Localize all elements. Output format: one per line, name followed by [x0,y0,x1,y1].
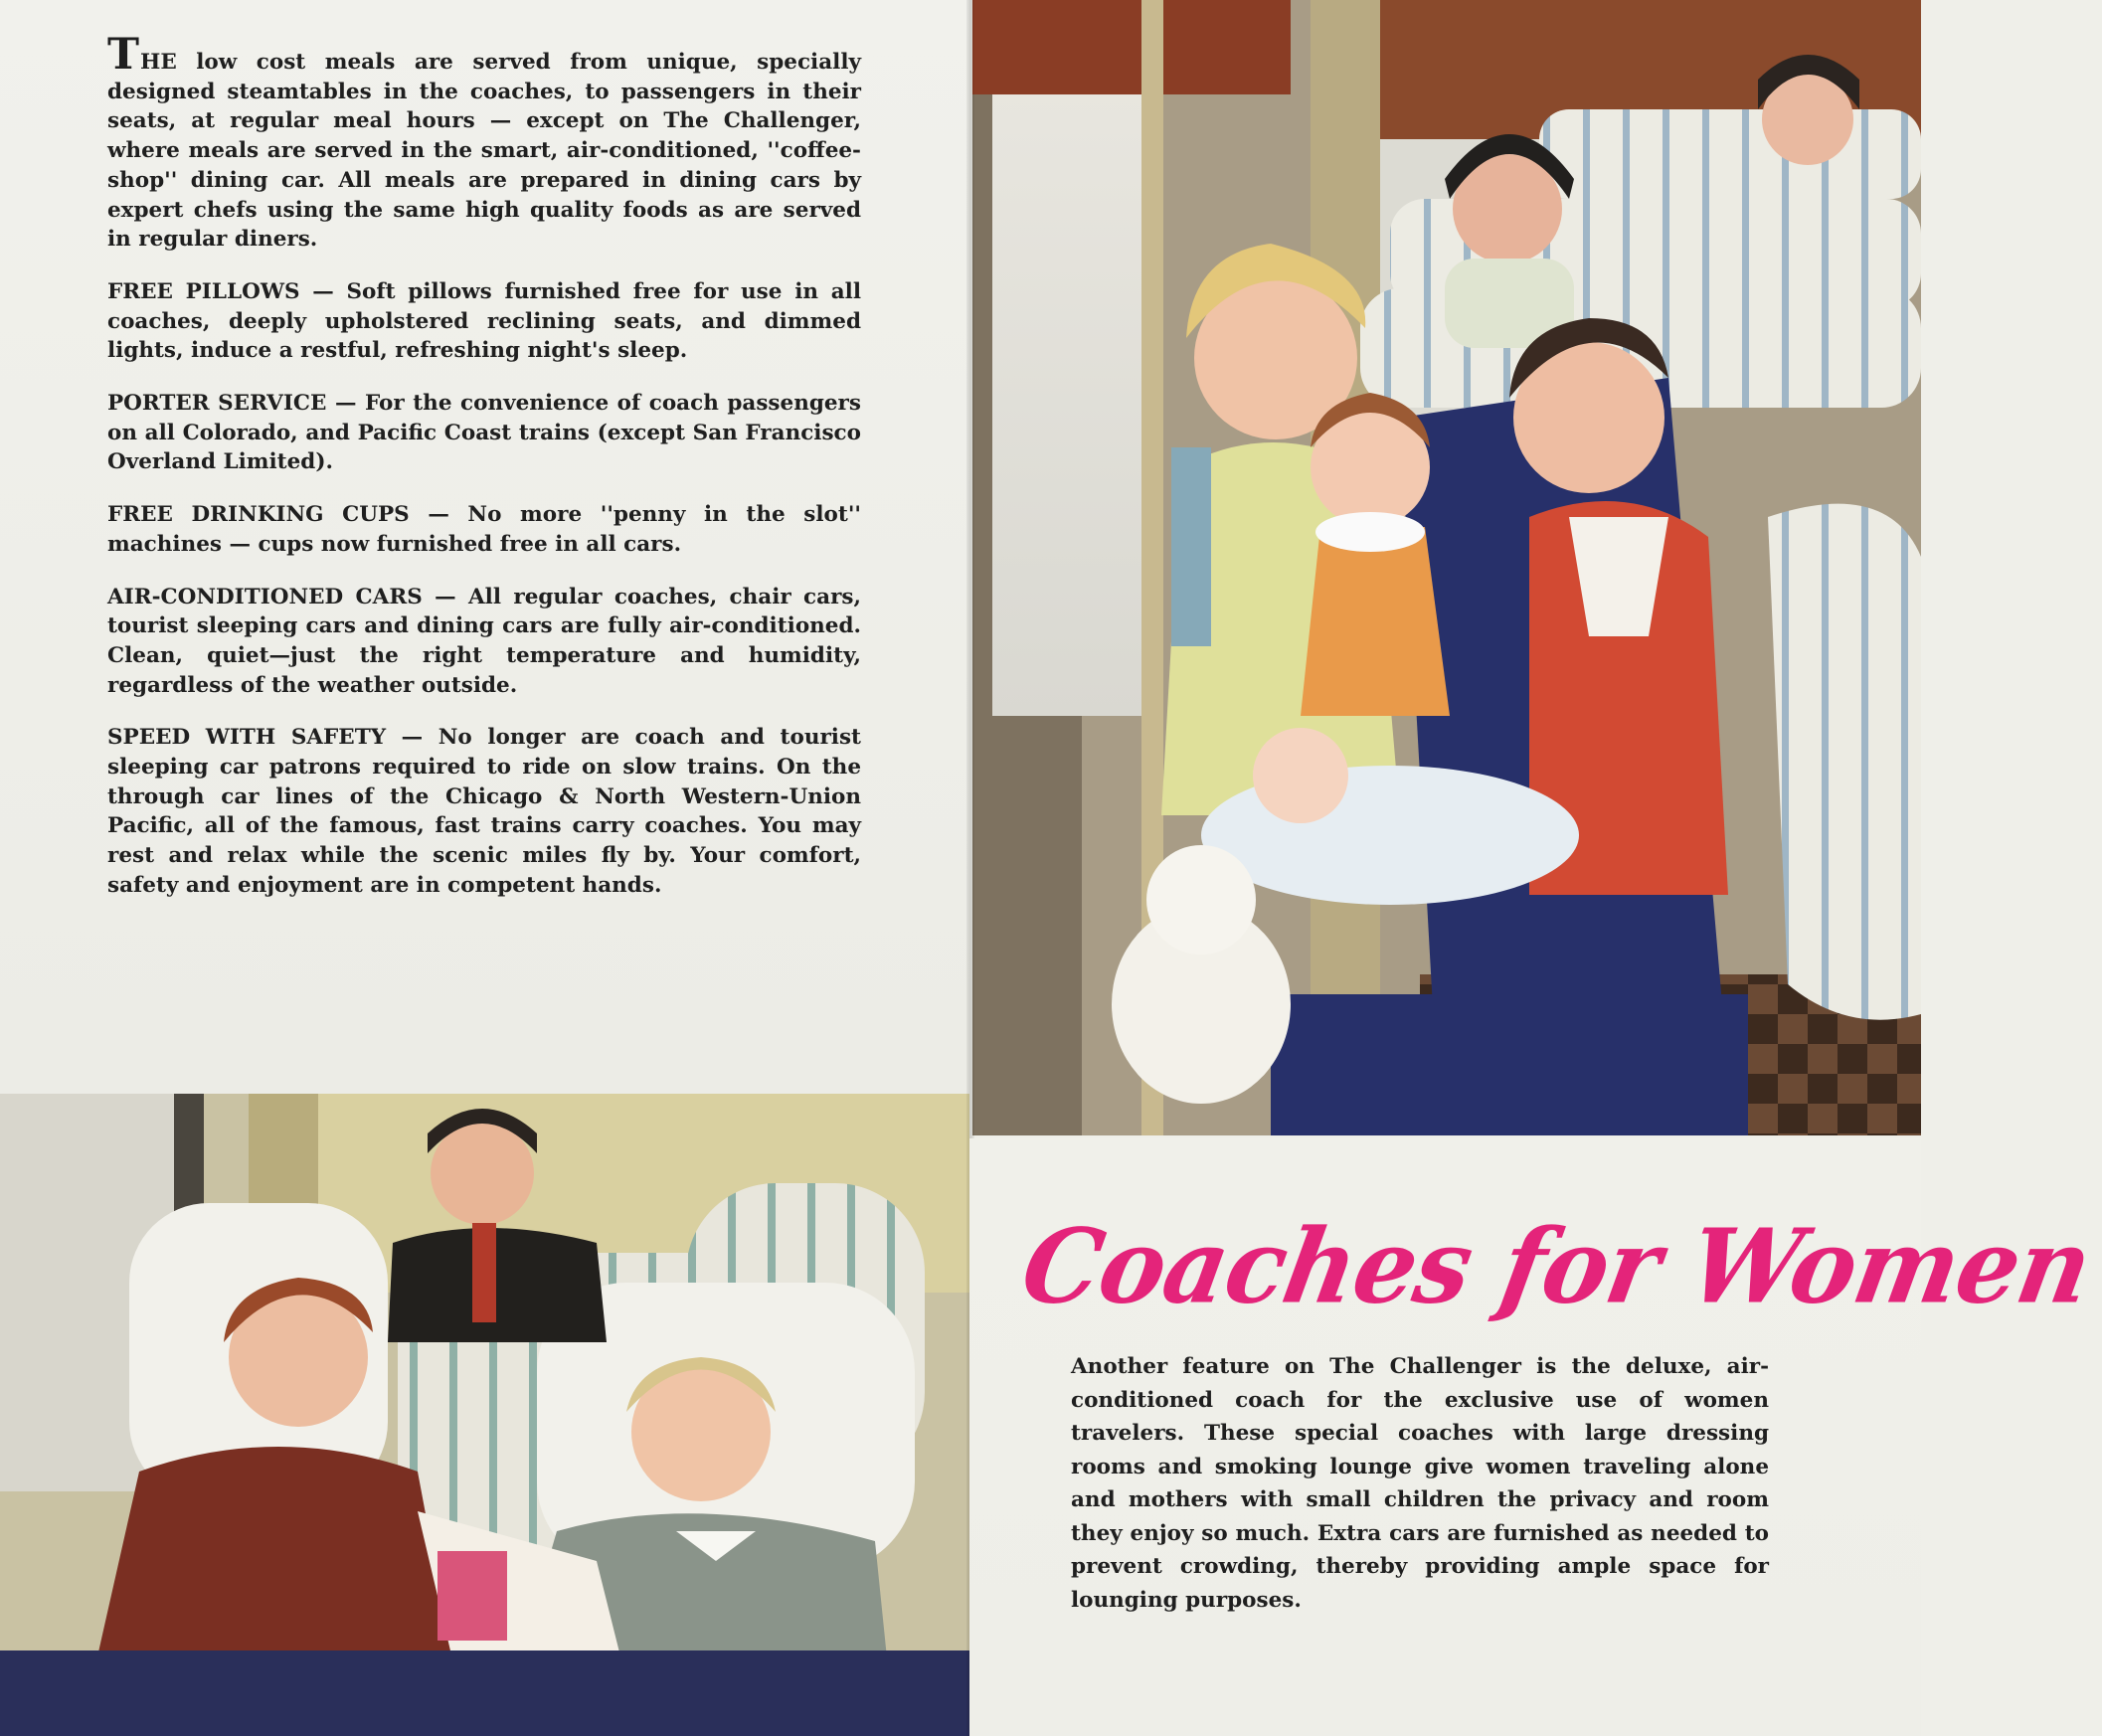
section-text: — No more ''penny in the slot'' machines — cups now furnished free in all cars. [107,502,861,557]
left-text-panel [0,0,969,1094]
section-air-conditioned-cars [107,583,861,701]
section-heading: FREE DRINKING CUPS [107,502,410,528]
section-free-pillows [107,277,861,366]
section-heading: SPEED WITH SAFETY [107,725,387,751]
section-porter-service [107,389,861,477]
section-speed-with-safety [107,723,861,900]
section-heading: PORTER SERVICE [107,391,327,417]
section-heading: AIR-CONDITIONED CARS [107,584,423,609]
headline-coaches-for-women: Coaches for Women [1013,1207,2100,1327]
intro-paragraph [107,30,861,255]
section-heading: FREE PILLOWS [107,278,300,304]
feature-body-copy: Another feature on The Challenger is the deluxe, air-conditioned coach for the exclusive use of women travelers. These special coaches with large dressing rooms and smoking lounge give women traveling alone and mothers with small children the privacy and room they enjoy so much. Extra cars are furnished as needed to prevent crowding, thereby providing ample space for lounging purposes. [1071,1354,1769,1613]
section-free-drinking-cups [107,500,861,559]
coach-relaxing-illustration [0,1094,969,1736]
left-body-copy [107,30,861,924]
section-text: — No longer are coach and tourist sleeping car patrons required to ride on slow trains. On the through car lines of the Chicago & North Western-Union Pacific, all of the famous, fast trains carry coaches. You may rest and relax while the scenic miles fly by. Your comfort, safety and enjoyment are in competent hands. [107,725,861,898]
coach-relaxing-photo [0,1094,969,1736]
section-text: — For the convenience of coach passengers on all Colorado, and Pacific Coast trains (except San Francisco Overland Limited). [107,391,861,475]
section-text: — Soft pillows furnished free for use in all coaches, deeply upholstered reclining seats, and dimmed lights, induce a restful, refreshing night's sleep. [107,278,861,364]
section-text: — All regular coaches, chair cars, tourist sleeping cars and dining cars are fully air-conditioned. Clean, quiet—just the right temperature and humidity, regardless of the weather outside. [107,584,861,698]
coach-family-photo [972,0,1921,1135]
intro-text: HE low cost meals are served from unique, specially designed steamtables in the coaches, to passengers in their seats, at regular meal hours — except on The Challenger, where meals are served in the smart, air-conditioned, ''coffee-shop'' dining car. All meals are prepared in dining cars by expert chefs using the same high quality foods as are served in regular diners. [107,50,861,253]
drop-cap: T [107,30,139,80]
coach-family-illustration [972,0,1921,1135]
